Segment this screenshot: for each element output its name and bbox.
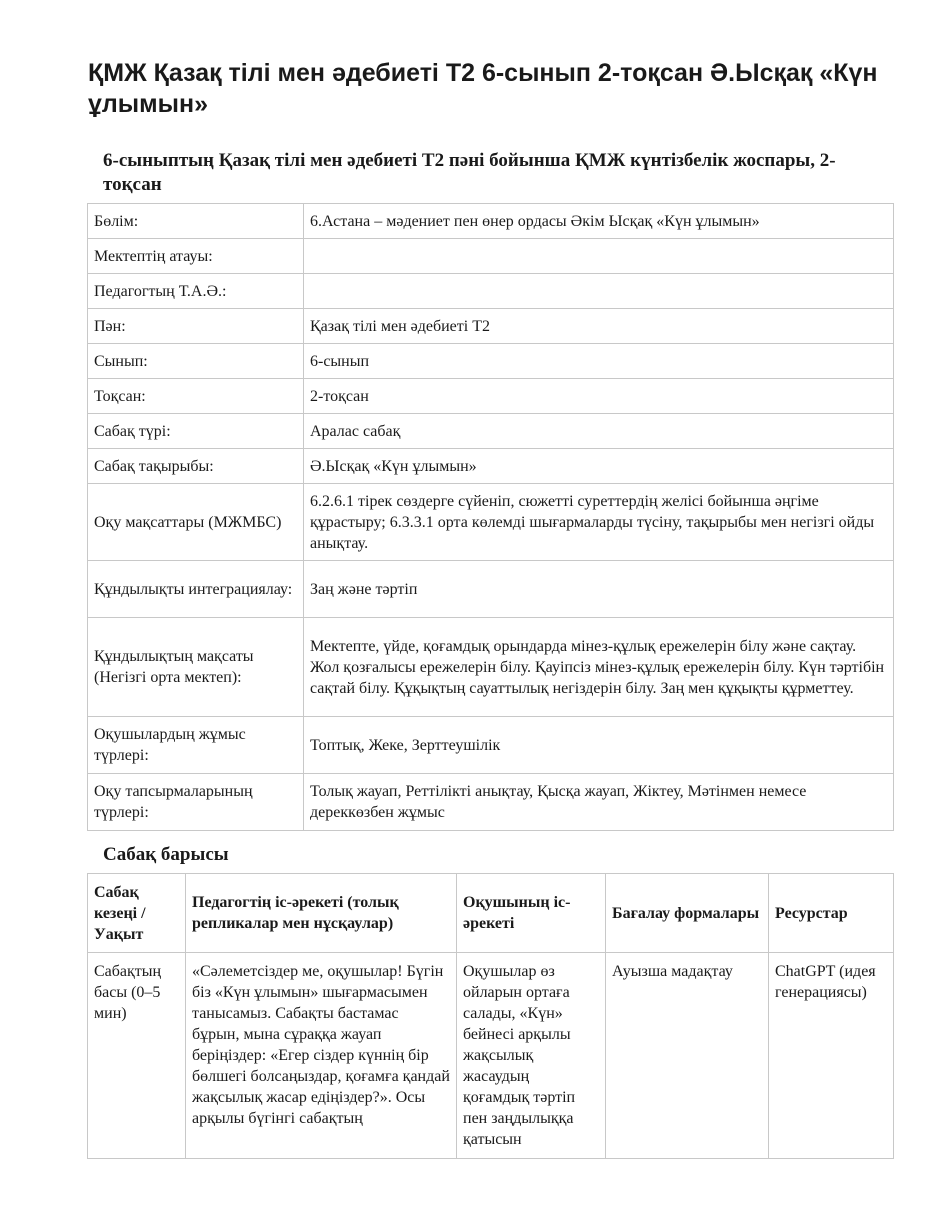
info-label: Құндылықтың мақсаты (Негізгі орта мектеп): — [88, 618, 304, 717]
info-label: Сабақ түрі: — [88, 414, 304, 449]
header-assessment: Бағалау формалары — [606, 874, 769, 953]
lesson-info-table — [87, 203, 894, 831]
info-label: Пән: — [88, 309, 304, 344]
info-value: Заң және тәртіп — [304, 561, 894, 618]
student-activity-cell: Оқушылар өз ойларын ортаға салады, «Күн» бейнесі арқылы жақсылық жасаудың қоғамдық тәртіп пен заңдылыққа қатысын — [457, 953, 606, 1159]
info-value: 2-тоқсан — [304, 379, 894, 414]
info-value: Қазақ тілі мен әдебиеті Т2 — [304, 309, 894, 344]
lesson-progress-heading: Сабақ барысы — [103, 844, 229, 865]
info-row-grade — [88, 344, 894, 379]
info-row-work-types — [88, 717, 894, 774]
header-teacher-activity: Педагогтің іс-әрекеті (толық репликалар мен нұсқаулар) — [186, 874, 457, 953]
info-row-lesson-topic — [88, 449, 894, 484]
plan-heading: 6-сыныптың Қазақ тілі мен әдебиеті Т2 пәні бойынша ҚМЖ күнтізбелік жоспары, 2-тоқсан — [103, 150, 836, 195]
info-row-subject — [88, 309, 894, 344]
header-student-activity: Оқушының іс-әрекеті — [457, 874, 606, 953]
info-value: Топтық, Жеке, Зерттеушілік — [304, 717, 894, 774]
stage-cell: Сабақтың басы (0–5 мин) — [88, 953, 186, 1159]
info-label: Мектептің атауы: — [88, 239, 304, 274]
info-label: Сынып: — [88, 344, 304, 379]
info-label: Бөлім: — [88, 204, 304, 239]
lesson-table-header-row — [88, 874, 894, 953]
info-label: Сабақ тақырыбы: — [88, 449, 304, 484]
info-value: 6.Астана – мәдениет пен өнер ордасы Әкім Ысқақ «Күн ұлымын» — [304, 204, 894, 239]
info-value: Толық жауап, Реттілікті анықтау, Қысқа жауап, Жіктеу, Мәтінмен немесе дереккөзбен жұмыс — [304, 774, 894, 831]
info-value: Аралас сабақ — [304, 414, 894, 449]
info-label: Оқу тапсырмаларының түрлері: — [88, 774, 304, 831]
info-row-school — [88, 239, 894, 274]
info-value — [304, 274, 894, 309]
info-row-quarter — [88, 379, 894, 414]
header-resources: Ресурстар — [769, 874, 894, 953]
info-row-value-integration — [88, 561, 894, 618]
info-value: 6-сынып — [304, 344, 894, 379]
info-label: Құндылықты интеграциялау: — [88, 561, 304, 618]
teacher-activity-cell: «Сәлеметсіздер ме, оқушылар! Бүгін біз «Күн ұлымын» шығармасымен танысамыз. Сабақты бастамас бұрын, мына сұраққа жауап беріңіздер: «Егер сіздер күннің бір бөлшегі болсаңыздар, қоғамға қандай жақсылық жасар едіңіздер?». Осы арқылы бүгінгі сабақтың — [186, 953, 457, 1159]
info-row-learning-objectives — [88, 484, 894, 561]
assessment-cell: Ауызша мадақтау — [606, 953, 769, 1159]
info-value: Мектепте, үйде, қоғамдық орындарда мінез-құлық ережелерін білу және сақтау. Жол қозғалысы ережелерін білу. Қауіпсіз мінез-құлық ережелерін білу. Күн тәртібін сақтай білу. Құқықтың сауаттылық негіздерін білу. Заң мен құқықты құрметтеу. — [304, 618, 894, 717]
table-row — [88, 953, 894, 1159]
info-label: Педагогтың Т.А.Ә.: — [88, 274, 304, 309]
info-row-value-goal — [88, 618, 894, 717]
info-value: Ә.Ысқақ «Күн ұлымын» — [304, 449, 894, 484]
info-label: Оқушылардың жұмыс түрлері: — [88, 717, 304, 774]
info-value — [304, 239, 894, 274]
document-title: ҚМЖ Қазақ тілі мен әдебиеті Т2 6-сынып 2-тоқсан Ә.Ысқақ «Күн ұлымын» — [88, 59, 878, 118]
info-value: 6.2.6.1 тірек сөздерге сүйеніп, сюжетті суреттердің желісі бойынша әңгіме құрастыру; 6.3.3.1 орта көлемді шығармаларды түсіну, тақырыбы мен негізгі ойды анықтау. — [304, 484, 894, 561]
info-row-teacher — [88, 274, 894, 309]
info-row-task-types — [88, 774, 894, 831]
lesson-progress-table — [87, 873, 894, 1159]
info-row-section — [88, 204, 894, 239]
info-label: Тоқсан: — [88, 379, 304, 414]
header-stage: Сабақ кезеңі / Уақыт — [88, 874, 186, 953]
info-label: Оқу мақсаттары (МЖМБС) — [88, 484, 304, 561]
info-row-lesson-type — [88, 414, 894, 449]
resources-cell: ChatGPT (идея генерациясы) — [769, 953, 894, 1159]
